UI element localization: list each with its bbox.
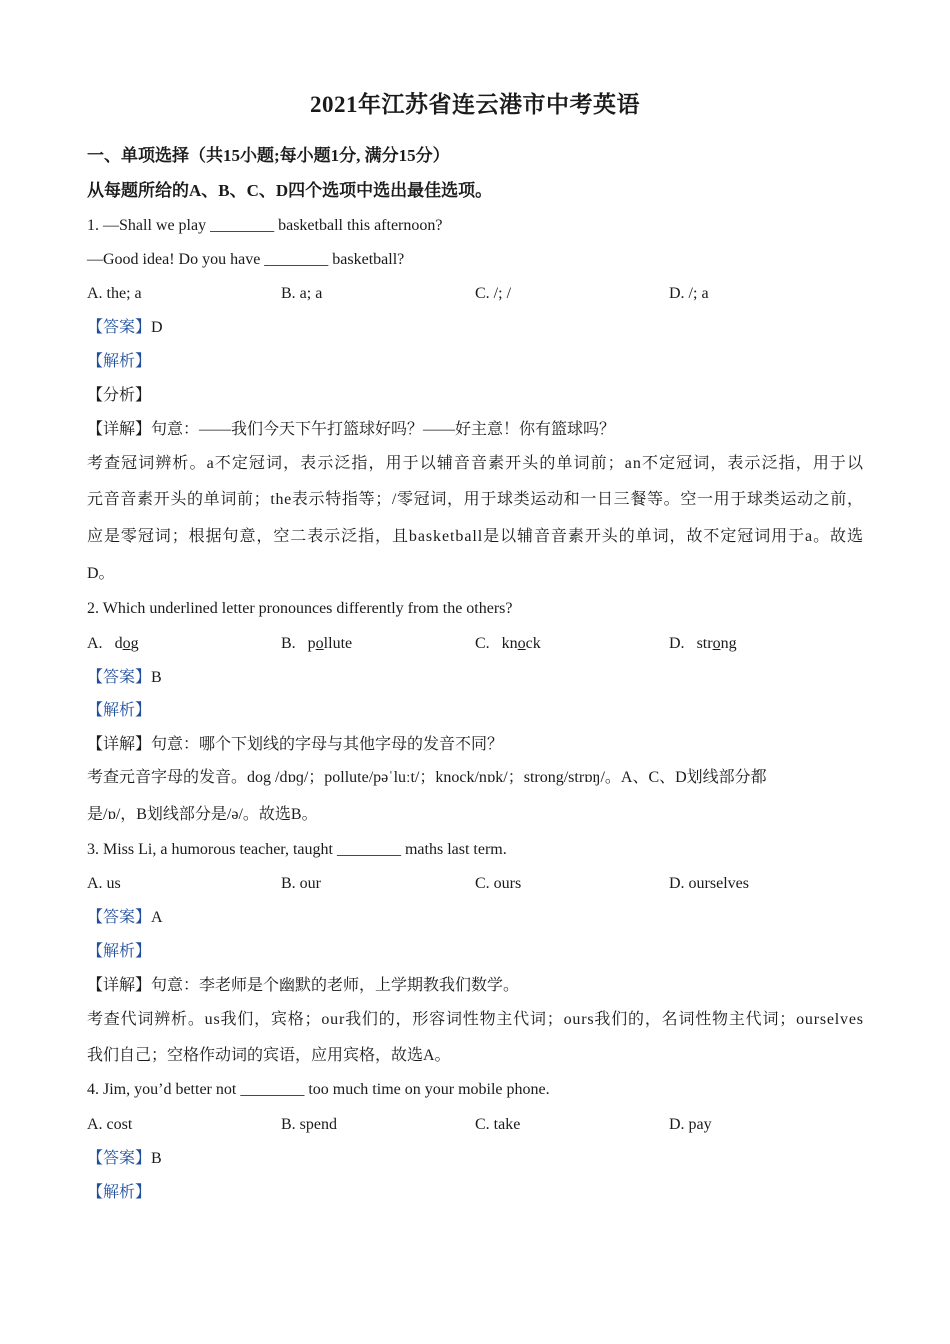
q2-answer — [87, 668, 162, 688]
q2-option-c-underlined: o — [517, 635, 526, 652]
q2-option-d — [669, 634, 737, 654]
q2-option-b — [281, 634, 352, 654]
q4-analysis — [87, 1183, 151, 1203]
q1-fenxi — [87, 386, 151, 406]
q3-stem: 3. Miss Li, a humorous teacher, taught ________ maths last term. — [87, 841, 507, 858]
q1-detail — [87, 420, 615, 440]
q3-option-b: B. our — [281, 875, 321, 892]
q1-option-b: B. a; a — [281, 285, 323, 302]
analysis-tag: 【解析】 — [87, 1184, 152, 1201]
q4-option-d: D. pay — [669, 1116, 712, 1133]
answer-tag: 【答案】 — [87, 909, 152, 926]
analysis-tag: 【解析】 — [87, 702, 152, 719]
q3-explain-line1: 考查代词辨析。us我们，宾格；our我们的，形容词性物主代词；ours我们的，名词性物主代词；ourselves — [87, 1011, 864, 1028]
q3-explain-line2: 我们自己；空格作动词的宾语，应用宾格，故选A。 — [87, 1047, 451, 1064]
q2-option-b-word-start: p — [307, 635, 316, 652]
q1-explain-line1: 考查冠词辨析。a不定冠词，表示泛指，用于以辅音音素开头的单词前；an不定冠词，表示泛指，用于以 — [87, 455, 865, 472]
section-heading: 一、单项选择（共15小题;每小题1分, 满分15分） — [87, 146, 450, 165]
q1-answer — [87, 318, 163, 338]
q2-option-c-word-start: kn — [501, 635, 518, 652]
q2-detail-text: 句意：哪个下划线的字母与其他字母的发音不同？ — [151, 736, 504, 753]
q2-option-d-word-start: str — [696, 635, 713, 652]
q2-option-c-word-end: ck — [525, 635, 541, 652]
q3-analysis — [87, 942, 151, 962]
answer-tag: 【答案】 — [87, 319, 152, 336]
q1-option-a: A. the; a — [87, 285, 142, 302]
q3-option-c: C. ours — [475, 875, 522, 892]
q2-option-b-underlined: o — [315, 635, 324, 652]
q3-detail-text: 句意：李老师是个幽默的老师，上学期教我们数学。 — [151, 977, 520, 994]
q2-analysis — [87, 701, 151, 721]
q2-detail — [87, 735, 503, 755]
q2-option-d-underlined: o — [712, 635, 721, 652]
q4-answer — [87, 1149, 162, 1169]
q4-option-c: C. take — [475, 1116, 521, 1133]
q1-stem-line1: 1. —Shall we play ________ basketball this afternoon? — [87, 217, 443, 234]
q2-option-a-word-end: g — [130, 635, 139, 652]
q3-option-a: A. us — [87, 875, 121, 892]
q2-option-a-underlined: o — [122, 635, 131, 652]
q2-explain-line1: 考查元音字母的发音。dog /dɒɡ/；pollute/pəˈluːt/；knock/nɒk/；strong/strɒŋ/。A、C、D划线部分都 — [87, 769, 767, 786]
q2-option-d-letter: D. — [669, 635, 685, 652]
q3-answer — [87, 908, 163, 928]
detail-tag: 【详解】 — [87, 977, 152, 994]
q2-option-b-letter: B. — [281, 635, 296, 652]
q1-explain-line4: D。 — [87, 565, 115, 582]
q3-detail — [87, 976, 519, 996]
q2-explain-line2: 是/ɒ/，B划线部分是/ə/。故选B。 — [87, 806, 318, 823]
q4-stem: 4. Jim, you’d better not ________ too much time on your mobile phone. — [87, 1081, 550, 1098]
q2-option-c — [475, 634, 541, 654]
q3-answer-value: A — [151, 909, 163, 926]
q4-option-b: B. spend — [281, 1116, 337, 1133]
analysis-tag: 【解析】 — [87, 943, 152, 960]
q1-answer-value: D — [151, 319, 163, 336]
q2-option-a — [87, 634, 139, 654]
q2-option-d-word-end: ng — [720, 635, 737, 652]
section-instruction: 从每题所给的A、B、C、D四个选项中选出最佳选项。 — [87, 181, 493, 200]
q1-detail-text: 句意：——我们今天下午打篮球好吗？——好主意！你有篮球吗？ — [151, 421, 616, 438]
q2-option-a-letter: A. — [87, 635, 103, 652]
q3-option-d: D. ourselves — [669, 875, 749, 892]
q2-option-b-word-end: llute — [323, 635, 353, 652]
detail-tag: 【详解】 — [87, 421, 152, 438]
q1-analysis — [87, 352, 151, 372]
answer-tag: 【答案】 — [87, 1150, 152, 1167]
q1-option-c: C. /; / — [475, 285, 512, 302]
q1-option-d: D. /; a — [669, 285, 709, 302]
fenxi-tag: 【分析】 — [87, 387, 152, 404]
q4-option-a: A. cost — [87, 1116, 133, 1133]
answer-tag: 【答案】 — [87, 669, 152, 686]
q2-answer-value: B — [151, 669, 162, 686]
q4-answer-value: B — [151, 1150, 162, 1167]
analysis-tag: 【解析】 — [87, 353, 152, 370]
detail-tag: 【详解】 — [87, 736, 152, 753]
q1-stem-line2: —Good idea! Do you have ________ basketball? — [87, 251, 405, 268]
q1-explain-line2: 元音音素开头的单词前；the表示特指等；/零冠词，用于球类运动和一日三餐等。空一用于球类运动之前， — [87, 491, 864, 508]
q2-option-c-letter: C. — [475, 635, 490, 652]
document-title: 2021年江苏省连云港市中考英语 — [310, 92, 640, 117]
q1-explain-line3: 应是零冠词；根据句意，空二表示泛指，且basketball是以辅音音素开头的单词，故不定冠词用于a。故选 — [87, 528, 864, 545]
q2-option-a-word-start: d — [114, 635, 123, 652]
q2-stem: 2. Which underlined letter pronounces differently from the others? — [87, 600, 513, 617]
